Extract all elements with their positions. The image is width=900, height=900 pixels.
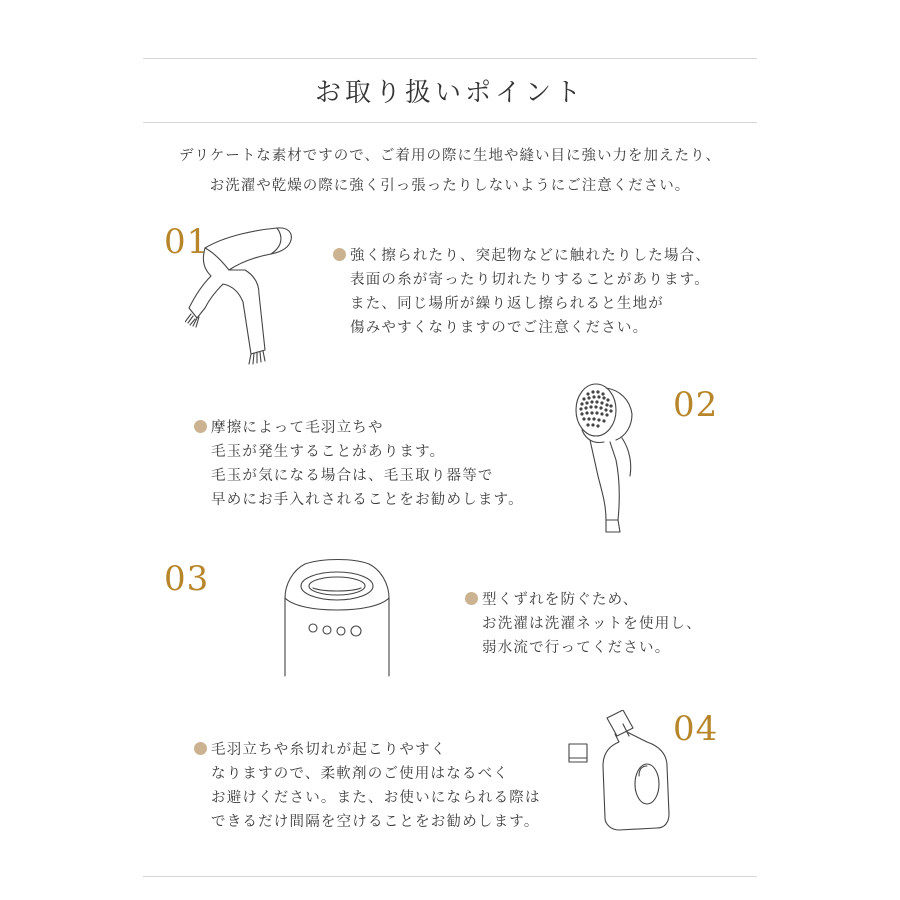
title-divider: [143, 122, 757, 123]
point-04-line-2: なりますので、柔軟剤のご使用はなるべく: [211, 766, 510, 782]
point-03-line-3: 弱水流で行ってください。: [482, 640, 671, 656]
point-04-line-4: できるだけ間隔を空けることをお勧めします。: [211, 814, 540, 830]
point-01-line-4: 傷みやすくなりますのでご注意ください。: [350, 320, 649, 336]
bullet-dot: [194, 742, 207, 755]
point-number-03: 03: [164, 559, 210, 599]
point-02-line-3: 毛玉が気になる場合は、毛玉取り器等で: [211, 468, 494, 484]
point-01-line-2: 表面の糸が寄ったり切れたりすることがあります。: [350, 272, 710, 288]
bullet-dot: [333, 248, 346, 261]
point-number-01: 01: [164, 222, 210, 262]
point-number-02: 02: [673, 385, 719, 425]
point-04-line-1: 毛羽立ちや糸切れが起こりやすく: [211, 742, 447, 758]
intro-line-2: お洗濯や乾燥の際に強く引っ張ったりしないようにご注意ください。: [209, 178, 691, 194]
intro-line-1: デリケートな素材ですので、ご着用の際に生地や縫い目に強い力を加えたり、: [179, 148, 721, 164]
bullet-dot: [194, 420, 207, 433]
scarf-icon: [185, 222, 305, 370]
intro-text: [0, 141, 900, 201]
point-02-line-4: 早めにお手入れされることをお勧めします。: [211, 492, 524, 508]
point-03-line-1: 型くずれを防ぐため、: [482, 592, 639, 608]
lint-remover-icon: [570, 380, 650, 538]
point-text-03: [465, 588, 702, 660]
page-title: お取り扱いポイント: [314, 78, 585, 108]
bottom-divider: [143, 876, 757, 877]
point-02-line-2: 毛玉が発生することがあります。: [211, 444, 446, 460]
bullet-dot: [465, 592, 478, 605]
point-02-line-1: 摩擦によって毛羽立ちや: [211, 420, 384, 436]
point-text-04: [194, 738, 541, 834]
washing-machine-icon: [283, 558, 391, 678]
point-01-line-3: また、同じ場所が繰り返し擦られると生地が: [350, 296, 664, 312]
top-divider: [143, 58, 757, 59]
point-number-04: 04: [673, 709, 719, 749]
softener-bottle-icon: [565, 710, 673, 834]
point-text-02: [194, 416, 524, 512]
point-03-line-2: お洗濯は洗濯ネットを使用し、: [482, 616, 702, 632]
point-04-line-3: お避けください。また、お使いになられる際は: [211, 790, 541, 806]
point-01-line-1: 強く擦られたり、突起物などに触れたりした場合、: [350, 248, 712, 264]
point-text-01: [333, 244, 711, 340]
